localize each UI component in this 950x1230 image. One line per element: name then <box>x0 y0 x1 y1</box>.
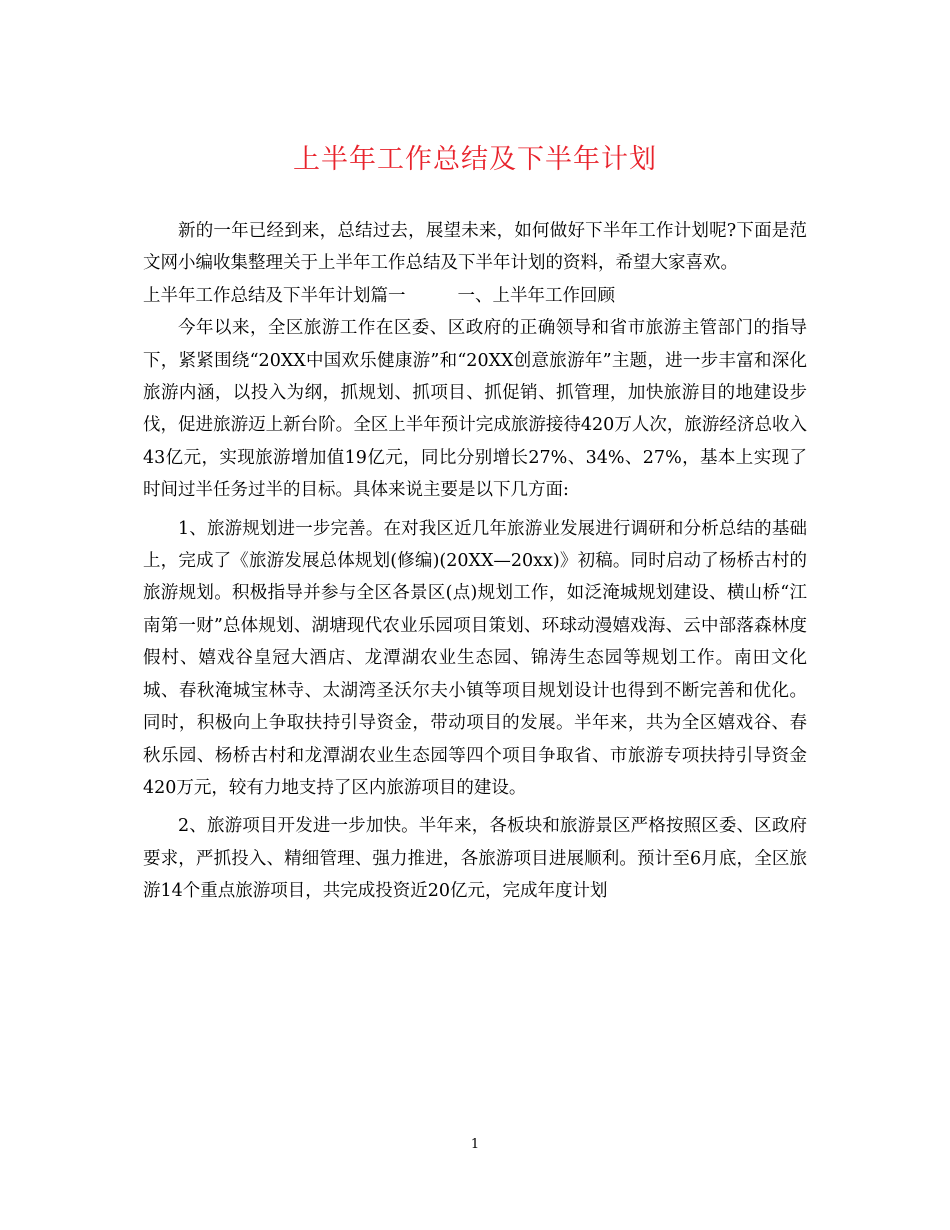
intro-paragraph: 新的一年已经到来，总结过去，展望未来，如何做好下半年工作计划呢?下面是范文网小编收集整理关于上半年工作总结及下半年计划的资料，希望大家喜欢。 <box>143 221 807 274</box>
section-subheading: 一、上半年工作回顾 <box>457 285 615 306</box>
section-heading: 上半年工作总结及下半年计划篇一 <box>143 285 406 306</box>
paragraph-planning: 1、旅游规划进一步完善。在对我区近几年旅游业发展进行调研和分析总结的基础上，完成了《旅游发展总体规划(修编)(20XX—20xx)》初稿。同时启动了杨桥古村的旅游规划。积极指导并参与全区各景区(点)规划工作，如泛淹城规划建设、横山桥“江南第一财”总体规划、湖塘现代农业乐园项目策划、环球动漫嬉戏海、云中部落森林度假村、嬉戏谷皇冠大酒店、龙潭湖农业生态园、锦涛生态园等规划工作。南田文化城、春秋淹城宝林寺、太湖湾圣沃尔夫小镇等项目规划设计也得到不断完善和优化。同时，积极向上争取扶持引导资金，带动项目的发展。半年来，共为全区嬉戏谷、春秋乐园、杨桥古村和龙潭湖农业生态园等四个项目争取省、市旅游专项扶持引导资金420万元，较有力地支持了区内旅游项目的建设。 <box>143 518 807 798</box>
paragraph-projects: 2、旅游项目开发进一步加快。半年来，各板块和旅游景区严格按照区委、区政府要求，严抓投入、精细管理、强力推进，各旅游项目进展顺利。预计至6月底，全区旅游14个重点旅游项目，共完成投资近20亿元，完成年度计划 <box>143 816 807 902</box>
page-number: 1 <box>470 1137 480 1152</box>
paragraph-review: 今年以来，全区旅游工作在区委、区政府的正确领导和省市旅游主管部门的指导下，紧紧围绕“20XX中国欢乐健康游”和“20XX创意旅游年”主题，进一步丰富和深化旅游内涵，以投入为纲，抓规划、抓项目、抓促销、抓管理，加快旅游目的地建设步伐，促进旅游迈上新台阶。全区上半年预计完成旅游接待420万人次，旅游经济总收入43亿元，实现旅游增加值19亿元，同比分别增长27%、34%、27%，基本上实现了时间过半任务过半的目标。具体来说主要是以下几方面: <box>143 318 807 501</box>
document-title: 上半年工作总结及下半年计划 <box>293 144 657 175</box>
document-body <box>143 215 807 908</box>
section-heading-line <box>143 280 807 312</box>
